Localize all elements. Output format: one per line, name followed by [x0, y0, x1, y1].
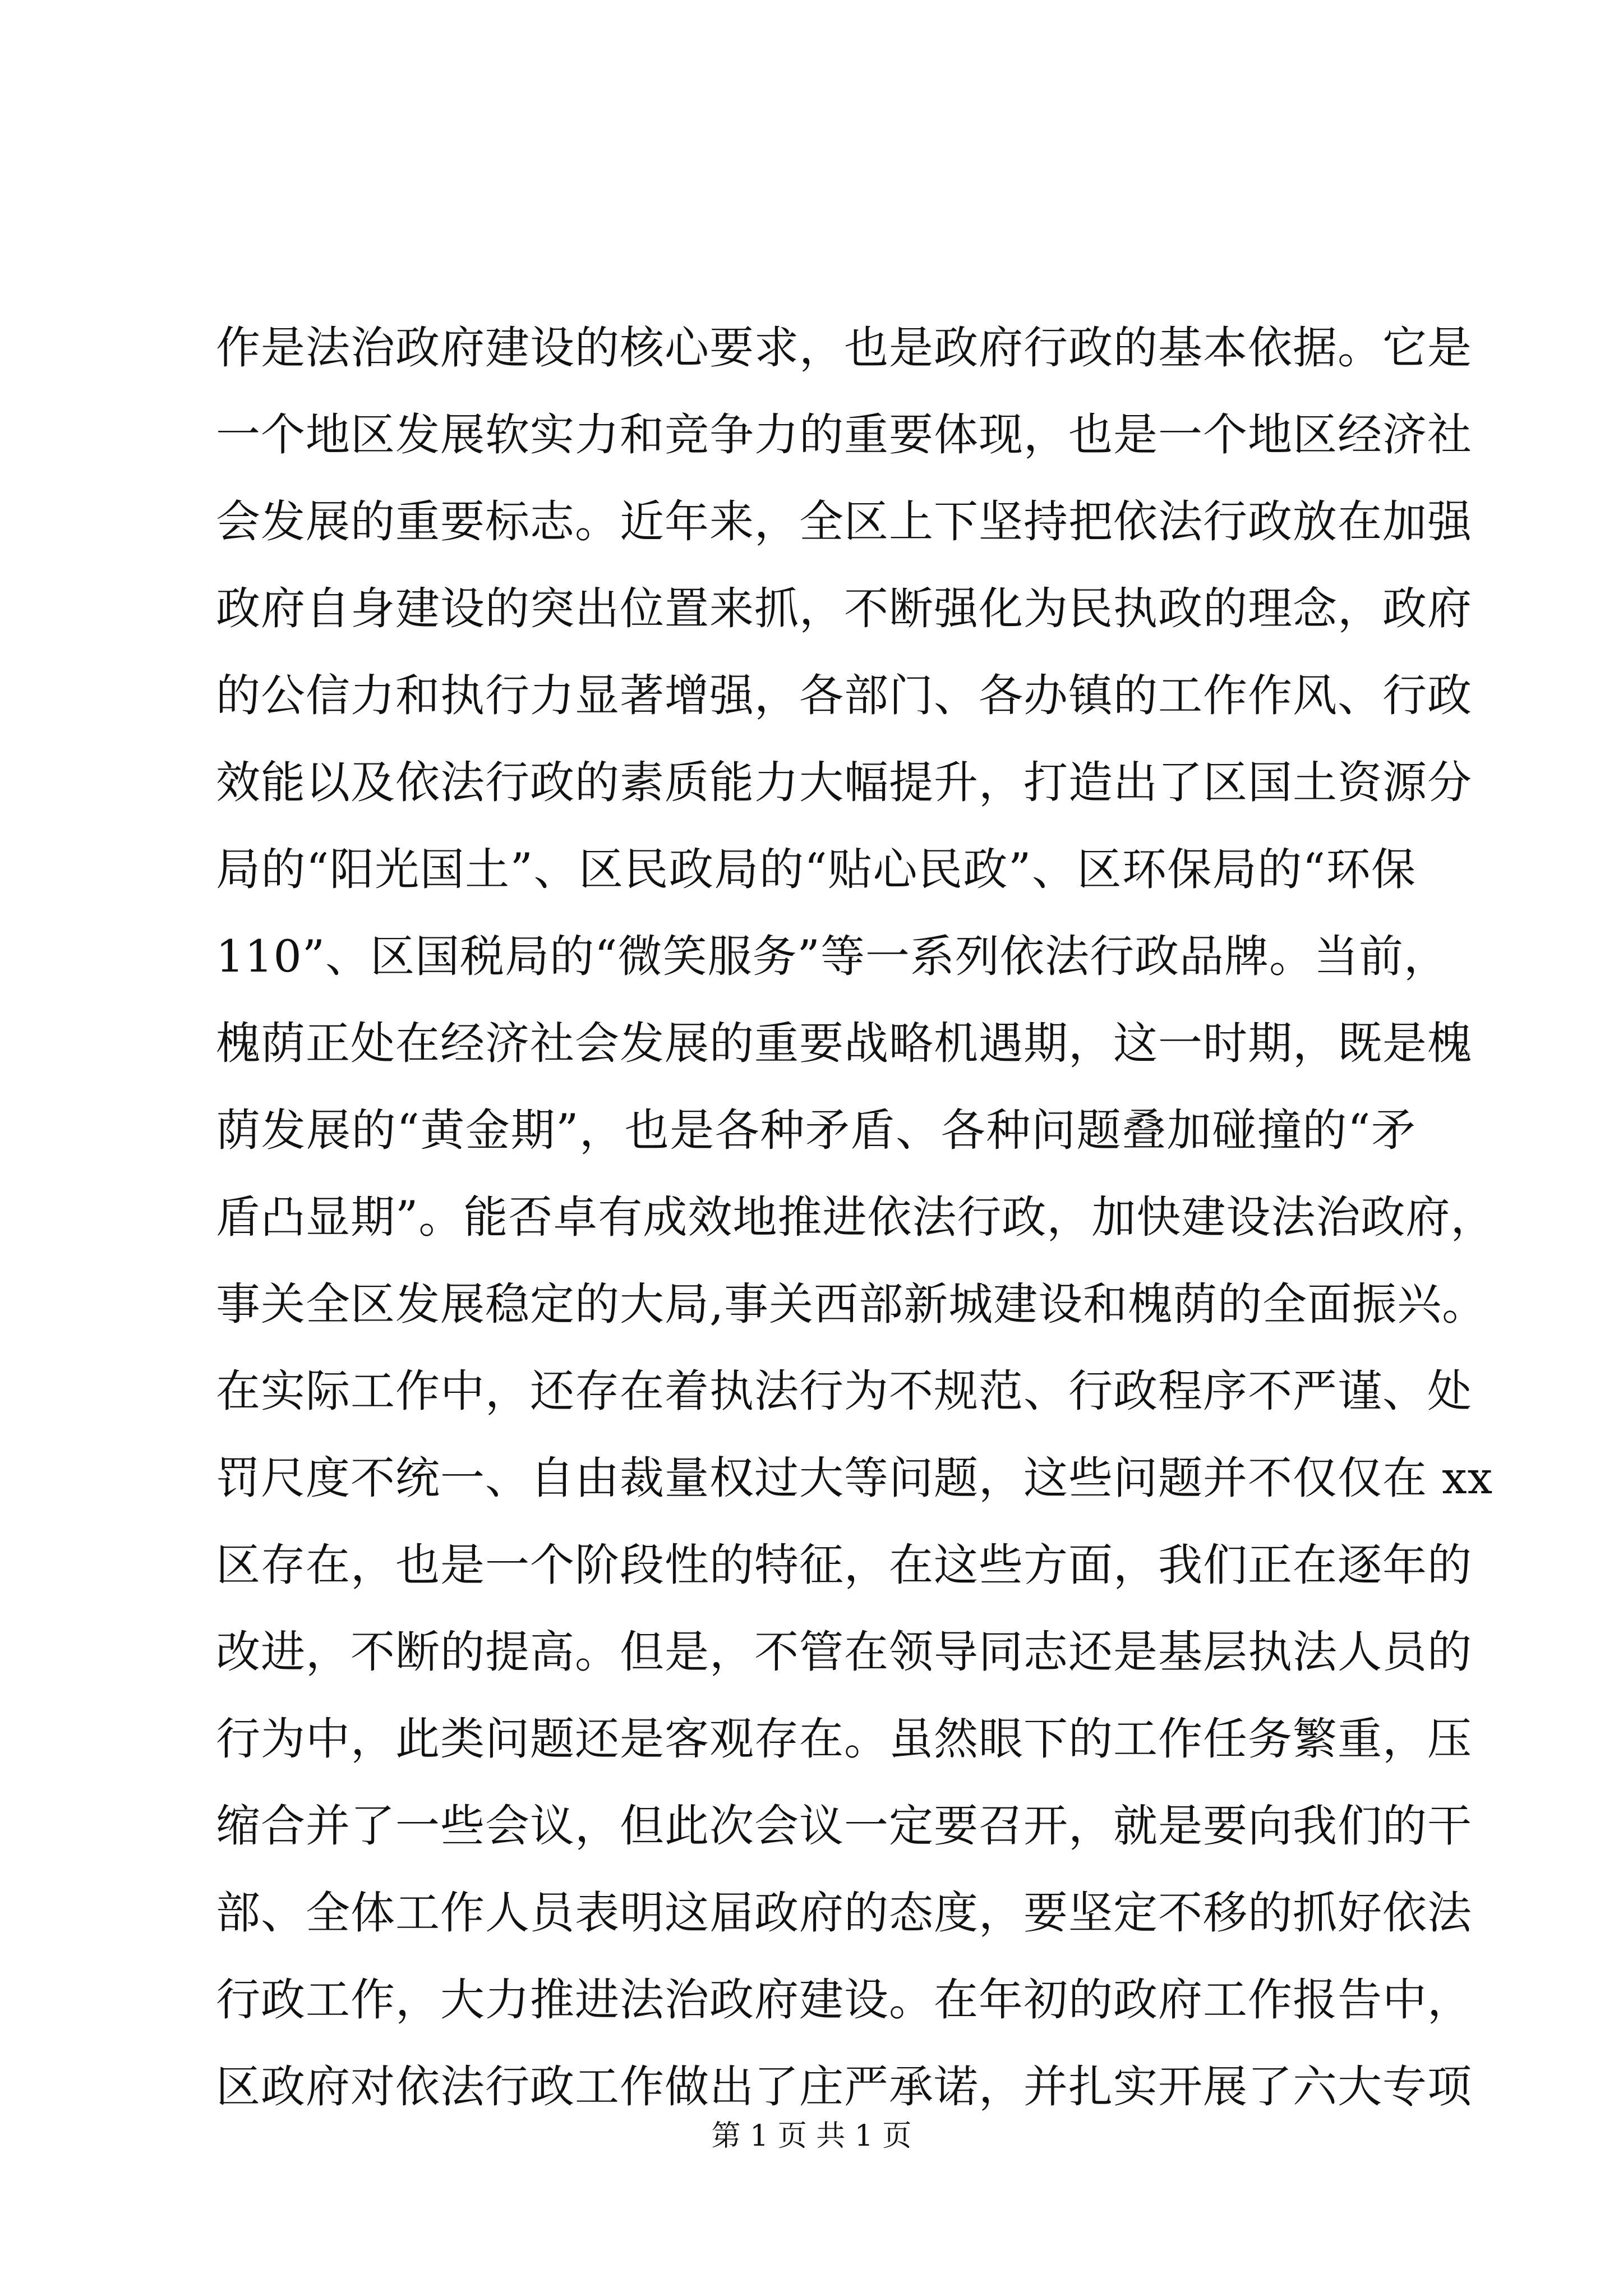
text-line: 会发展的重要标志。近年来，全区上下坚持把依法行政放在加强	[216, 496, 1472, 547]
text-line: 行为中，此类问题还是客观存在。虽然眼下的工作任务繁重，压	[216, 1713, 1472, 1765]
text-line: 槐荫正处在经济社会发展的重要战略机遇期，这一时期，既是槐	[216, 1018, 1472, 1069]
text-line: 一个地区发展软实力和竞争力的重要体现，也是一个地区经济社	[216, 409, 1472, 461]
text-line: 效能以及依法行政的素质能力大幅提升，打造出了区国土资源分	[216, 757, 1472, 808]
text-line: 事关全区发展稳定的大局,事关西部新城建设和槐荫的全面振兴。	[216, 1278, 1487, 1330]
page-number: 第 1 页 共 1 页	[711, 2119, 912, 2153]
text-line: 改进，不断的提高。但是，不管在领导同志还是基层执法人员的	[216, 1626, 1472, 1678]
text-line: 区政府对依法行政工作做出了庄严承诺，并扎实开展了六大专项	[216, 2061, 1472, 2113]
text-line: 政府自身建设的突出位置来抓，不断强化为民执政的理念，政府	[216, 583, 1472, 634]
text-line: 行政工作，大力推进法治政府建设。在年初的政府工作报告中，	[216, 1974, 1472, 2026]
text-line: 区存在，也是一个阶段性的特征，在这些方面，我们正在逐年的	[216, 1539, 1472, 1591]
text-line: 作是法治政府建设的核心要求，也是政府行政的基本依据。它是	[216, 322, 1472, 374]
text-line: 荫发展的“黄金期”，也是各种矛盾、各种问题叠加碰撞的“矛	[216, 1105, 1416, 1156]
page-footer	[0, 2112, 1623, 2154]
text-line: 罚尺度不统一、自由裁量权过大等问题，这些问题并不仅仅在 xx	[216, 1452, 1493, 1504]
text-line: 的公信力和执行力显著增强，各部门、各办镇的工作作风、行政	[216, 670, 1472, 721]
text-line: 盾凸显期”。能否卓有成效地推进依法行政，加快建设法治政府，	[216, 1191, 1496, 1243]
text-line: 110”、区国税局的“微笑服务”等一系列依法行政品牌。当前，	[216, 931, 1449, 982]
text-line: 部、全体工作人员表明这届政府的态度，要坚定不移的抓好依法	[216, 1887, 1472, 1939]
text-line: 缩合并了一些会议，但此次会议一定要召开，就是要向我们的干	[216, 1800, 1472, 1852]
text-line: 在实际工作中，还存在着执法行为不规范、行政程序不严谨、处	[216, 1365, 1472, 1417]
body-text	[216, 305, 1496, 2131]
text-line: 局的“阳光国土”、区民政局的“贴心民政”、区环保局的“环保	[216, 844, 1416, 895]
